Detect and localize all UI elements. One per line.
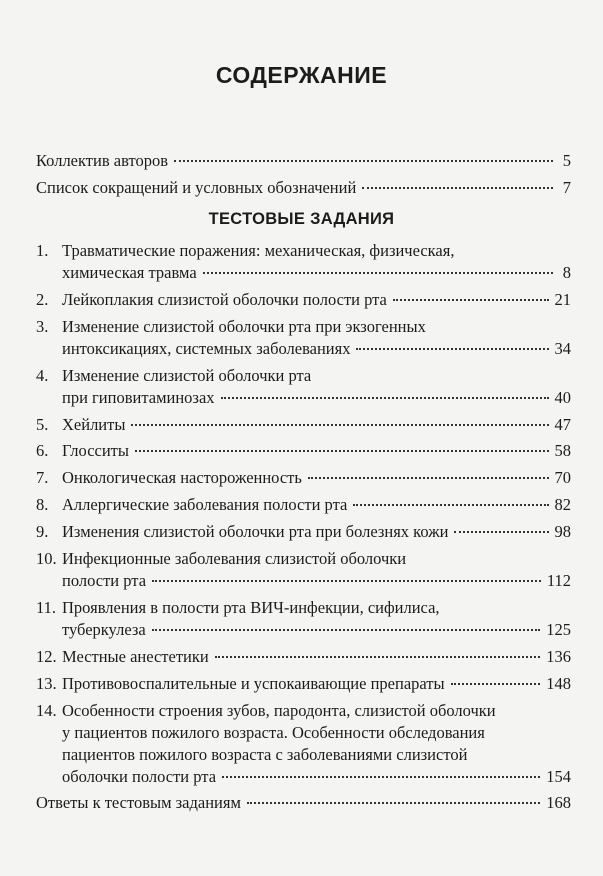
toc-item-number: 2. <box>36 290 49 309</box>
toc-item <box>36 673 571 695</box>
toc-item-line: Хейлиты <box>62 415 126 434</box>
toc-item-line: Особенности строения зубов, пародонта, слизистой оболочки <box>62 701 496 720</box>
toc-item-line: химическая травма <box>62 263 197 282</box>
section-title: ТЕСТОВЫЕ ЗАДАНИЯ <box>208 210 395 228</box>
leader-dots <box>152 629 541 631</box>
toc-page-number: 5 <box>562 151 571 170</box>
toc-item-line: при гиповитаминозах <box>62 388 215 407</box>
leader-dots <box>221 397 549 399</box>
toc-item-line: Изменения слизистой оболочки рта при болезнях кожи <box>62 522 449 541</box>
toc-page-number: 168 <box>546 793 571 812</box>
toc-item <box>36 521 571 543</box>
toc-item-line: у пациентов пожилого возраста. Особенности обследования <box>62 723 485 742</box>
leader-dots <box>356 348 548 350</box>
toc-item-line: Местные анестетики <box>62 647 209 666</box>
leader-dots <box>174 160 553 162</box>
leader-dots <box>152 580 541 582</box>
leader-dots <box>353 504 548 506</box>
toc-item <box>36 440 571 462</box>
leader-dots <box>362 187 553 189</box>
toc-item-number: 10. <box>36 549 57 568</box>
toc-item-line: Онкологическая настороженность <box>62 468 302 487</box>
toc-item <box>36 597 571 641</box>
toc-item-line: Глосситы <box>62 441 129 460</box>
toc-item-line: интоксикациях, системных заболеваниях <box>62 339 351 358</box>
leader-dots <box>454 531 548 533</box>
toc-page-number: 8 <box>562 263 571 282</box>
toc-item-number: 12. <box>36 647 57 666</box>
toc-item-line: Изменение слизистой оболочки рта при экзогенных <box>62 317 426 336</box>
toc-item-line: туберкулеза <box>62 620 146 639</box>
toc-page-number: 47 <box>554 415 571 434</box>
toc-item <box>36 467 571 489</box>
toc-item-line: Изменение слизистой оболочки рта <box>62 366 312 385</box>
page-title: СОДЕРЖАНИЕ <box>215 62 388 88</box>
toc-item-number: 9. <box>36 522 49 541</box>
toc-entry-abbreviations <box>36 177 571 199</box>
toc-page-number: 82 <box>554 495 571 514</box>
leader-dots <box>222 776 540 778</box>
toc-item <box>36 289 571 311</box>
toc-item-line: Противовоспалительные и успокаивающие препараты <box>62 674 445 693</box>
toc-item <box>36 494 571 516</box>
toc-item-number: 14. <box>36 701 57 720</box>
toc-page-number: 40 <box>554 388 571 407</box>
toc-entry-answers <box>36 792 571 814</box>
toc-entry-authors <box>36 150 571 172</box>
toc-item <box>36 365 571 409</box>
toc-item-line: Травматические поражения: механическая, физическая, <box>62 241 455 260</box>
toc-item-number: 4. <box>36 366 49 385</box>
toc-item-number: 6. <box>36 441 49 460</box>
toc-entry-text: Коллектив авторов <box>36 151 168 170</box>
toc-item-number: 5. <box>36 415 49 434</box>
leader-dots <box>131 424 548 426</box>
toc-page-number: 21 <box>554 290 571 309</box>
toc-item-line: оболочки полости рта <box>62 767 217 786</box>
toc-page-number: 154 <box>546 767 571 786</box>
toc-item <box>36 646 571 668</box>
toc-item-number: 13. <box>36 674 57 693</box>
toc-item-number: 11. <box>36 598 57 617</box>
toc-item-line: Инфекционные заболевания слизистой оболочки <box>62 549 407 568</box>
toc-page-number: 112 <box>546 571 571 590</box>
toc-item <box>36 700 571 788</box>
toc-entry-text: Ответы к тестовым заданиям <box>36 793 241 812</box>
leader-dots <box>203 272 553 274</box>
toc-item <box>36 414 571 436</box>
toc-item-line: пациентов пожилого возраста с заболеваниями слизистой <box>62 745 468 764</box>
toc-item-number: 7. <box>36 468 49 487</box>
leader-dots <box>393 299 549 301</box>
toc-page-number: 7 <box>562 178 571 197</box>
toc-page-number: 58 <box>554 441 571 460</box>
toc-item-line: Лейкоплакия слизистой оболочки полости рта <box>62 290 387 309</box>
toc-item-number: 3. <box>36 317 49 336</box>
leader-dots <box>451 683 541 685</box>
toc-page-number: 70 <box>554 468 571 487</box>
toc-item <box>36 316 571 360</box>
leader-dots <box>308 477 549 479</box>
leader-dots <box>247 802 540 804</box>
toc-item-line: полости рта <box>62 571 147 590</box>
toc-item-number: 8. <box>36 495 49 514</box>
toc-item-number: 1. <box>36 241 49 260</box>
toc-page-number: 98 <box>554 522 571 541</box>
leader-dots <box>215 656 541 658</box>
toc-page-number: 34 <box>554 339 571 358</box>
toc-page-number: 136 <box>546 647 571 666</box>
leader-dots <box>135 450 549 452</box>
toc-item <box>36 240 571 284</box>
toc-entry-text: Список сокращений и условных обозначений <box>36 178 357 197</box>
toc-item-line: Проявления в полости рта ВИЧ-инфекции, сифилиса, <box>62 598 440 617</box>
toc-page-number: 125 <box>546 620 571 639</box>
toc-item <box>36 548 571 592</box>
toc-page-number: 148 <box>546 674 571 693</box>
toc-item-line: Аллергические заболевания полости рта <box>62 495 348 514</box>
